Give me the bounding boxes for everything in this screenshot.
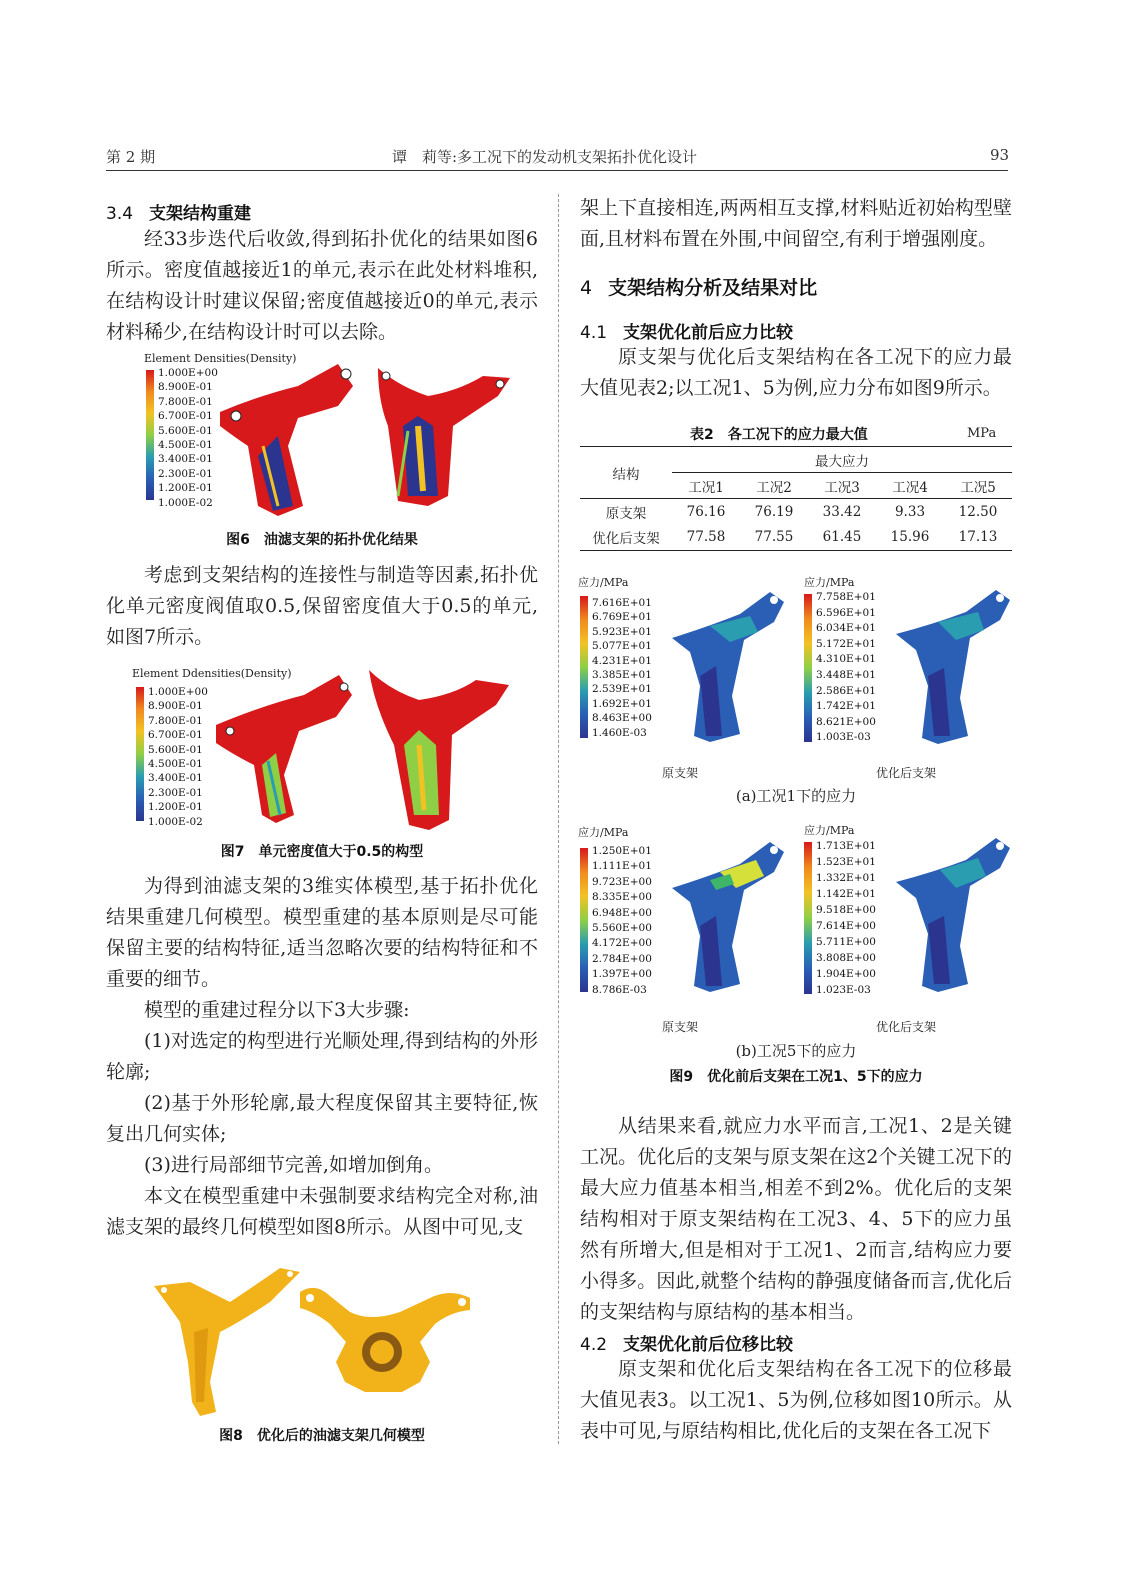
table-cell: 原支架 bbox=[605, 505, 647, 522]
table-cell: 76.16 bbox=[686, 503, 726, 520]
stress-unit-label: 应力/MPa bbox=[804, 576, 855, 589]
figure-9b-subcaption: (b)工况5下的应力 bbox=[735, 1042, 857, 1060]
paragraph: 考虑到支架结构的连接性与制造等因素,拓扑优化单元密度阀值取0.5,保留密度值大于0.5的单元,如图7所示。 bbox=[106, 564, 538, 648]
section-4-heading: 4 支架结构分析及结果对比 bbox=[580, 277, 818, 299]
figure-7 bbox=[106, 665, 538, 837]
density-colorbar bbox=[136, 687, 144, 821]
figure-6 bbox=[106, 350, 538, 530]
stress-unit-label: 应力/MPa bbox=[578, 826, 629, 839]
table-cell: 33.42 bbox=[822, 503, 862, 520]
section-4-1-heading: 4.1 支架优化前后应力比较 bbox=[580, 323, 794, 343]
stress-plot-optimized bbox=[894, 834, 1012, 999]
legend-title: Element Densities(Density) bbox=[144, 352, 297, 365]
stress-ticks: 1.250E+01 1.111E+01 9.723E+00 8.335E+00 6.948E+00 5.560E+00 4.172E+00 2.784E+00 1.397E+00 8.786E-03 bbox=[592, 845, 652, 996]
table-header-structure: 结构 bbox=[580, 447, 672, 499]
table-header-group: 最大应力 bbox=[672, 447, 1012, 473]
table-row bbox=[580, 525, 1012, 551]
stress-colorbar bbox=[804, 594, 812, 742]
density-result-image bbox=[218, 356, 518, 526]
table-cell: 77.55 bbox=[754, 529, 794, 546]
figure-9a bbox=[578, 572, 1014, 808]
running-title: 谭 莉等:多工况下的发动机支架拓扑优化设计 bbox=[392, 148, 698, 166]
table-cell: 15.96 bbox=[890, 529, 930, 546]
table-2 bbox=[580, 446, 1012, 551]
table-cell: 12.50 bbox=[958, 503, 998, 520]
table-header-col: 工况3 bbox=[808, 473, 876, 499]
stress-plot-optimized bbox=[894, 586, 1012, 746]
label-optimized: 优化后支架 bbox=[876, 766, 937, 780]
header-rule bbox=[106, 170, 1008, 171]
table-header-col: 工况2 bbox=[740, 473, 808, 499]
column-divider bbox=[558, 194, 559, 1444]
table-header-col: 工况5 bbox=[944, 473, 1012, 499]
figure-6-caption: 图6 油滤支架的拓扑优化结果 bbox=[226, 532, 418, 548]
table-cell: 61.45 bbox=[822, 529, 862, 546]
stress-plot-original bbox=[670, 836, 788, 996]
figure-7-caption: 图7 单元密度值大于0.5的构型 bbox=[220, 844, 424, 860]
density-colorbar bbox=[146, 370, 154, 500]
label-original: 原支架 bbox=[662, 766, 699, 780]
journal-issue: 第 2 期 bbox=[106, 148, 156, 166]
table-header-col: 工况4 bbox=[876, 473, 944, 499]
stress-plot-original bbox=[670, 586, 788, 746]
figure-8-image bbox=[150, 1262, 510, 1422]
page-number: 93 bbox=[990, 146, 1010, 164]
stress-colorbar bbox=[580, 596, 588, 738]
figure-8-caption: 图8 优化后的油滤支架几何模型 bbox=[219, 1428, 425, 1444]
label-optimized: 优化后支架 bbox=[876, 1020, 937, 1034]
table-cell: 优化后支架 bbox=[592, 531, 660, 548]
paragraph: 从结果来看,就应力水平而言,工况1、2是关键工况。优化后的支架与原支架在这2个关键工况下的最大应力值基本相当,相差不到2%。优化后的支架结构相对于原支架结构在工况3、4、5下的应力虽然有所增大,但是相对于工况1、2而言,结构应力要小得多。因此,就整个结构的静强度储备而言,优化后的支架结构与原结构的基本相当。 bbox=[580, 1115, 1012, 1323]
legend-title: Element Ddensities(Density) bbox=[132, 667, 292, 680]
table-row bbox=[580, 499, 1012, 525]
stress-ticks: 1.713E+01 1.523E+01 1.332E+01 1.142E+01 9.518E+00 7.614E+00 5.711E+00 3.808E+00 1.904E+00 1.023E-03 bbox=[816, 840, 876, 996]
table-2-title: 表2 各工况下的应力最大值 bbox=[690, 427, 868, 443]
paragraph: 架上下直接相连,两两相互支撑,材料贴近初始构型壁面,且材料布置在外围,中间留空,有利于增强刚度。 bbox=[580, 197, 1012, 250]
stress-unit-label: 应力/MPa bbox=[578, 576, 629, 589]
paragraph: 原支架和优化后支架结构在各工况下的位移最大值见表3。以工况1、5为例,位移如图10所示。从表中可见,与原结构相比,优化后的支架在各工况下 bbox=[580, 1358, 1012, 1442]
table-cell: 9.33 bbox=[894, 503, 926, 520]
stress-colorbar bbox=[580, 848, 588, 992]
figure-9b bbox=[578, 822, 1014, 1036]
section-4-2-heading: 4.2 支架优化前后位移比较 bbox=[580, 1335, 794, 1355]
figure-9-caption: 图9 优化前后支架在工况1、5下的应力 bbox=[669, 1069, 923, 1085]
stress-colorbar bbox=[804, 842, 812, 994]
table-cell: 17.13 bbox=[958, 529, 998, 546]
density-ticks: 1.000E+00 8.900E-01 7.800E-01 6.700E-01 5.600E-01 4.500E-01 3.400E-01 2.300E-01 1.200E-01 1.000E-02 bbox=[148, 686, 208, 828]
threshold-result-image bbox=[214, 665, 514, 835]
paragraph: 原支架与优化后支架结构在各工况下的应力最大值见表2;以工况1、5为例,应力分布如图9所示。 bbox=[580, 346, 1012, 399]
density-ticks: 1.000E+00 8.900E-01 7.800E-01 6.700E-01 5.600E-01 4.500E-01 3.400E-01 2.300E-01 1.200E-01 1.000E-02 bbox=[158, 367, 218, 509]
stress-ticks: 7.758E+01 6.596E+01 6.034E+01 5.172E+01 4.310E+01 3.448E+01 2.586E+01 1.742E+01 8.621E+00 1.003E-03 bbox=[816, 591, 876, 744]
figure-9a-subcaption: (a)工况1下的应力 bbox=[735, 787, 857, 805]
table-cell: 77.58 bbox=[686, 529, 726, 546]
section-3-4-heading: 3.4 支架结构重建 bbox=[106, 204, 252, 224]
table-2-unit: MPa bbox=[967, 426, 997, 441]
stress-ticks: 7.616E+01 6.769E+01 5.923E+01 5.077E+01 4.231E+01 3.385E+01 2.539E+01 1.692E+01 8.463E+00 1.460E-03 bbox=[592, 597, 652, 739]
table-cell: 76.19 bbox=[754, 503, 794, 520]
stress-unit-label: 应力/MPa bbox=[804, 824, 855, 837]
label-original: 原支架 bbox=[662, 1020, 699, 1034]
table-header-col: 工况1 bbox=[672, 473, 740, 499]
paragraph: 经33步迭代后收敛,得到拓扑优化的结果如图6所示。密度值越接近1的单元,表示在此处材料堆积,在结构设计时建议保留;密度值越接近0的单元,表示材料稀少,在结构设计时可以去除。 bbox=[106, 228, 538, 343]
paragraph-group: 为得到油滤支架的3维实体模型,基于拓扑优化结果重建几何模型。模型重建的基本原则是尽可能保留主要的结构特征,适当忽略次要的结构特征和不重要的细节。 模型的重建过程分以下3大步骤: (1)对选定的构型进行光顺处理,得到结构的外形轮廓; (2)基于外形轮廓,最大程度保留其主要特征,恢复出几何实体; (3)进行局部细节完善,如增加倒角。 本文在模型重建中未强制要求结构完全对称,油滤支架的最终几何模型如图8所示。从图中可见,支 bbox=[106, 875, 538, 1238]
